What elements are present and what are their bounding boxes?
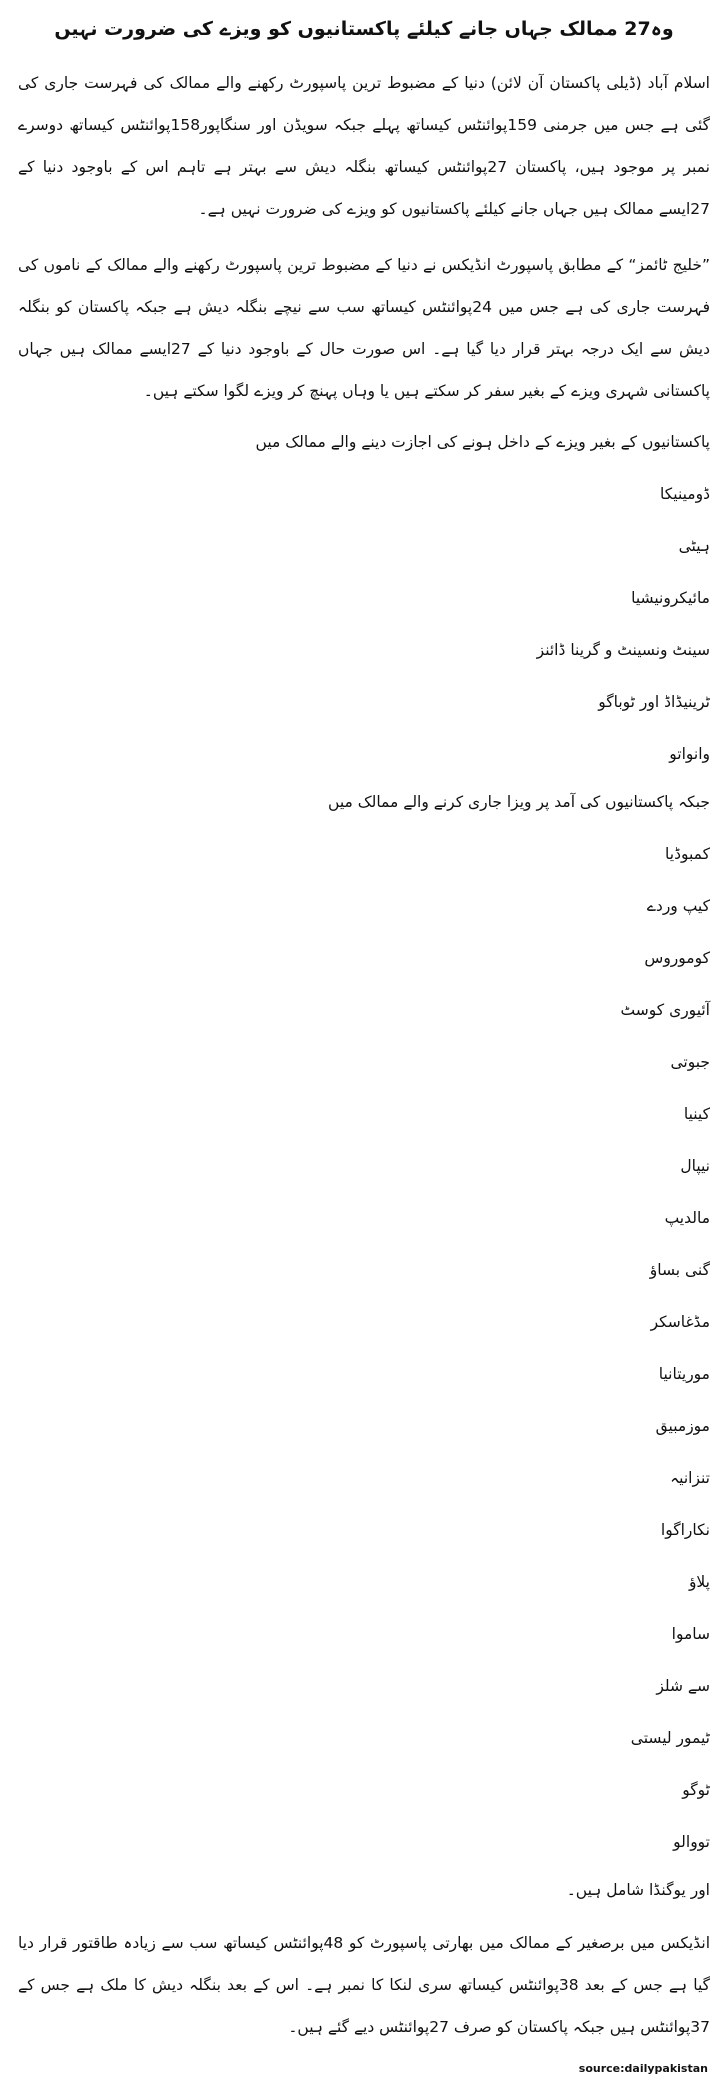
country-list-item: تووالو	[673, 1833, 710, 1851]
visa-on-arrival-list-heading: جبکہ پاکستانیوں کی آمد پر ویزا جاری کرنے والے ممالک میں	[328, 793, 710, 811]
country-list-item: پلاؤ	[688, 1573, 710, 1591]
country-list-item: سینٹ ونسینٹ و گرینا ڈائنز	[536, 641, 710, 659]
visa-free-country-list	[18, 468, 710, 780]
country-list-item: کیپ وردے	[646, 897, 710, 915]
country-list-item: ہیٹی	[678, 537, 710, 555]
country-list-item: نیپال	[680, 1157, 710, 1175]
country-list-item: ساموا	[671, 1625, 710, 1643]
country-list-item: نکاراگوا	[660, 1521, 710, 1539]
country-list-item: سے شلز	[656, 1677, 710, 1695]
country-list-item: گنی بساؤ	[649, 1261, 710, 1279]
visa-free-list-heading: پاکستانیوں کے بغیر ویزے کے داخل ہونے کی اجازت دینے والے ممالک میں	[255, 433, 710, 451]
country-list-item: موریتانیا	[658, 1365, 710, 1383]
country-list-item: کوموروس	[644, 949, 710, 967]
country-list-item: ٹیمور لیستی	[630, 1729, 710, 1747]
country-list-item: آئیوری کوسٹ	[620, 1001, 710, 1019]
closing-line: اور یوگنڈا شامل ہیں۔	[566, 1881, 710, 1899]
article-paragraph-index: ”خلیج ٹائمز“ کے مطابق پاسپورٹ انڈیکس نے دنیا کے مضبوط ترین پاسپورٹ رکھنے والے ممالک کے ناموں کی فہرست جاری کی ہے جس میں 24پوائنٹس کیساتھ سب سے نیچے بنگلہ دیش ہے جبکہ پاکستان کو بنگلہ دیش سے ایک درجہ بہتر قرار دیا گیا ہے۔ اس صورت حال کے باوجود دنیا کے 27ایسے ممالک ہیں جہاں پاکستانی شہری ویزے کے بغیر سفر کر سکتے ہیں یا وہاں پہنچ کر ویزے لگوا سکتے ہیں۔	[18, 256, 710, 400]
visa-on-arrival-country-list	[18, 828, 710, 1868]
article-paragraph-comparison: انڈیکس میں برصغیر کے ممالک میں بھارتی پاسپورٹ کو 48پوائنٹس کیساتھ سب سے زیادہ طاقتور قرار دیا گیا ہے جس کے بعد 38پوائنٹس کیساتھ سری لنکا کا نمبر ہے۔ اس کے بعد بنگلہ دیش کا ملک ہے جس کے 37پوائنٹس ہیں جبکہ پاکستان کو صرف 27پوائنٹس دیے گئے ہیں۔	[18, 1934, 710, 2036]
country-list-item: جبوتی	[670, 1053, 710, 1071]
country-list-item: مائیکرونیشیا	[631, 589, 710, 607]
country-list-item: ڈومینیکا	[659, 485, 710, 503]
country-list-item: مڈغاسکر	[650, 1313, 710, 1331]
article-title: وہ27 ممالک جہاں جانے کیلئے پاکستانیوں کو ویزے کی ضرورت نہیں	[54, 18, 674, 40]
country-list-item: وانواتو	[669, 745, 710, 763]
source-credit: source:dailypakistan	[578, 2062, 708, 2075]
article-paragraph-intro: اسلام آباد (ڈیلی پاکستان آن لائن) دنیا کے مضبوط ترین پاسپورٹ رکھنے والے ممالک کی فہرست جاری کی گئی ہے جس میں جرمنی 159پوائنٹس کیساتھ پہلے جبکہ سویڈن اور سنگاپور158پوائنٹس کیساتھ دوسرے نمبر پر موجود ہیں، پاکستان 27پوائنٹس کیساتھ بنگلہ دیش سے بہتر ہے تاہم اس کے باوجود دنیا کے 27ایسے ممالک ہیں جہاں جانے کیلئے پاکستانیوں کو ویزے کی ضرورت نہیں ہے۔	[18, 74, 711, 218]
country-list-item: کینیا	[683, 1105, 710, 1123]
country-list-item: موزمبیق	[655, 1417, 710, 1435]
country-list-item: مالدیپ	[664, 1209, 710, 1227]
country-list-item: ٹرینیڈاڈ اور ٹوباگو	[598, 693, 710, 711]
country-list-item: کمبوڈیا	[665, 845, 710, 863]
country-list-item: ٹوگو	[682, 1781, 710, 1799]
country-list-item: تنزانیہ	[670, 1469, 710, 1487]
